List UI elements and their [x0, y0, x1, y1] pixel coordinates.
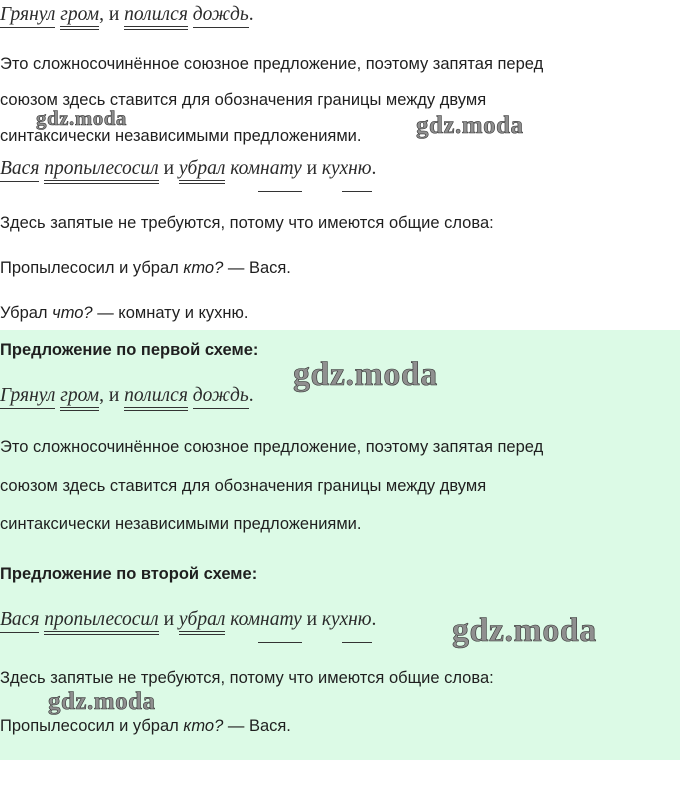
object-word: комнату: [230, 609, 302, 630]
predicate-word: гром: [60, 385, 99, 411]
watermark-logo: gdz.moda: [416, 112, 524, 139]
explanation-line: синтаксически независимыми предложениями.: [0, 127, 362, 145]
explanation-line: синтаксически независимыми предложениями.: [0, 515, 362, 533]
question-line: Убрал что? — комнату и кухню.: [0, 304, 249, 322]
subject-word: Вася: [0, 158, 39, 182]
subject-word: дождь: [193, 385, 249, 409]
predicate-word: полился: [124, 4, 188, 30]
explanation-line: союзом здесь ставится для обозначения границы между двумя: [0, 91, 487, 109]
explanation-line: Здесь запятые не требуются, потому что имеются общие слова:: [0, 214, 494, 232]
watermark-logo: gdz.moda: [36, 106, 127, 130]
section-heading-1: Предложение по первой схеме:: [0, 341, 259, 359]
subject-word: Грянул: [0, 385, 55, 409]
predicate-word: гром: [60, 4, 99, 30]
subject-word: Вася: [0, 609, 39, 633]
object-underline: [258, 190, 302, 192]
question-word: что?: [52, 304, 93, 322]
predicate-word: полился: [124, 385, 188, 411]
comma-conjunction: , и: [99, 4, 120, 25]
object-word: кухню: [321, 609, 372, 630]
object-word: кухню: [321, 158, 372, 179]
watermark-logo: gdz.moda: [452, 612, 597, 649]
object-underline: [342, 190, 372, 192]
predicate-word: убрал: [179, 609, 225, 635]
explanation-line: Это сложносочинённое союзное предложение, поэтому запятая перед: [0, 438, 544, 456]
subject-word: дождь: [193, 4, 249, 28]
sentence-2-top: Вася пропылесосил и убрал комнату и кухню.: [0, 158, 376, 182]
question-line: Пропылесосил и убрал кто? — Вася.: [0, 259, 291, 277]
watermark-logo: gdz.moda: [293, 356, 438, 393]
predicate-word: пропылесосил: [44, 158, 158, 184]
question-line: Пропылесосил и убрал кто? — Вася.: [0, 717, 291, 735]
predicate-word: пропылесосил: [44, 609, 158, 635]
sentence-1-scheme: Грянул гром, и полился дождь.: [0, 385, 254, 407]
section-heading-2: Предложение по второй схеме:: [0, 565, 258, 583]
object-word: комнату: [230, 158, 302, 179]
predicate-word: убрал: [179, 158, 225, 184]
subject-word: Грянул: [0, 4, 55, 28]
sentence-2-scheme: Вася пропылесосил и убрал комнату и кухню.: [0, 609, 376, 633]
question-word: кто?: [183, 259, 224, 277]
object-underline: [342, 641, 372, 643]
object-underline: [258, 641, 302, 643]
sentence-1-top: Грянул гром, и полился дождь.: [0, 4, 254, 26]
explanation-line: союзом здесь ставится для обозначения границы между двумя: [0, 477, 487, 495]
explanation-line: Это сложносочинённое союзное предложение, поэтому запятая перед: [0, 55, 544, 73]
question-word: кто?: [183, 717, 224, 735]
explanation-line: Здесь запятые не требуются, потому что имеются общие слова:: [0, 669, 494, 687]
watermark-logo: gdz.moda: [48, 688, 156, 715]
